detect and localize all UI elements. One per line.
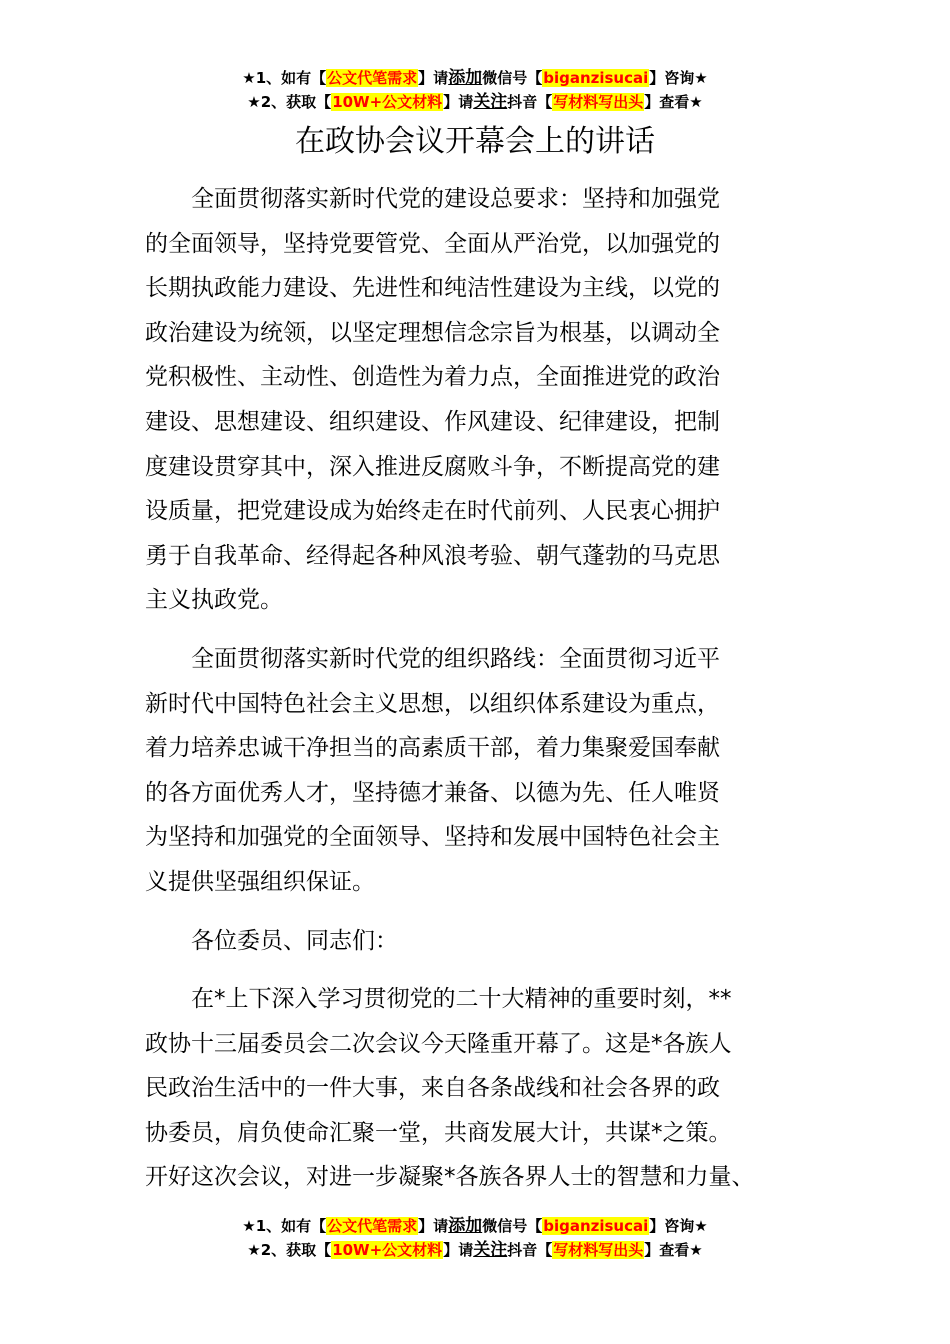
paragraph-line: 民政治生活中的一件大事，来自各条战线和社会各界的政	[145, 1075, 720, 1102]
promo-emphasis: 关注	[473, 92, 508, 112]
paragraph-line: 新时代中国特色社会主义思想，以组织体系建设为重点，	[145, 690, 720, 717]
promo-text: 微信号【	[482, 69, 543, 87]
body-paragraph	[145, 919, 810, 964]
promo-text: 】请	[418, 1217, 449, 1235]
promo-emphasis: 添加	[448, 68, 483, 88]
paragraph-line: 为坚持和加强党的全面领导、坚持和发展中国特色社会主	[145, 824, 720, 851]
promo-line-1	[0, 66, 950, 90]
promo-text: ★1、如有【	[242, 1217, 327, 1235]
footer-promo-banner	[0, 1214, 950, 1262]
promo-highlight: 10W+公文材料	[332, 1241, 443, 1259]
promo-line-2	[0, 1238, 950, 1262]
document-title: 在政协会议开幕会上的讲话	[295, 124, 655, 159]
promo-line-1	[0, 1214, 950, 1238]
promo-text: 】请	[443, 1241, 474, 1259]
promo-text: 】查看★	[644, 93, 703, 111]
promo-text: 】咨询★	[649, 1217, 708, 1235]
paragraph-line: 建设、思想建设、组织建设、作风建设、纪律建设，把制	[145, 408, 720, 435]
paragraph-line: 全面贯彻落实新时代党的建设总要求：坚持和加强党	[191, 186, 720, 212]
paragraph-line: 度建设贯穿其中，深入推进反腐败斗争，不断提高党的建	[145, 453, 720, 480]
promo-highlight: 公文代笔需求	[327, 69, 418, 87]
body-paragraph	[145, 637, 810, 905]
promo-highlight: 10W+公文材料	[332, 93, 443, 111]
promo-line-2	[0, 90, 950, 114]
promo-text: 】请	[443, 93, 474, 111]
promo-text: 抖音【	[507, 1241, 553, 1259]
promo-text: 】查看★	[644, 1241, 703, 1259]
promo-text: ★2、获取【	[247, 93, 332, 111]
promo-highlight: 公文代笔需求	[327, 1217, 418, 1235]
paragraph-line: 长期执政能力建设、先进性和纯洁性建设为主线，以党的	[145, 275, 720, 302]
document-body	[145, 177, 810, 1214]
promo-highlight-wechat-id: biganzisucai	[543, 1217, 649, 1235]
paragraph-line: 开好这次会议，对进一步凝聚*各族各界人士的智慧和力量、	[145, 1164, 755, 1191]
header-promo-banner	[0, 66, 950, 114]
paragraph-line: 协委员，肩负使命汇聚一堂，共商发展大计，共谋*之策。	[145, 1119, 732, 1146]
paragraph-line: 着力培养忠诚干净担当的高素质干部，着力集聚爱国奉献	[145, 735, 720, 762]
promo-text: 微信号【	[482, 1217, 543, 1235]
paragraph-line: 在*上下深入学习贯彻党的二十大精神的重要时刻，**	[191, 986, 732, 1013]
paragraph-line: 各位委员、同志们：	[191, 927, 398, 954]
paragraph-line: 全面贯彻落实新时代党的组织路线：全面贯彻习近平	[191, 645, 720, 672]
paragraph-line: 主义执政党。	[145, 587, 283, 614]
body-paragraph	[145, 977, 810, 1200]
promo-highlight-douyin: 写材料写出头	[553, 93, 644, 111]
paragraph-line: 政协十三届委员会二次会议今天隆重开幕了。这是*各族人	[145, 1030, 732, 1057]
promo-text: ★2、获取【	[247, 1241, 332, 1259]
paragraph-line: 义提供坚强组织保证。	[145, 868, 375, 895]
body-paragraph	[145, 177, 810, 623]
paragraph-line: 的各方面优秀人才，坚持德才兼备、以德为先、任人唯贤	[145, 779, 720, 806]
promo-emphasis: 关注	[473, 1240, 508, 1260]
promo-text: ★1、如有【	[242, 69, 327, 87]
paragraph-line: 党积极性、主动性、创造性为着力点，全面推进党的政治	[145, 364, 720, 391]
promo-text: 】请	[418, 69, 449, 87]
paragraph-line: 政治建设为统领，以坚定理想信念宗旨为根基，以调动全	[145, 319, 720, 346]
promo-text: 抖音【	[507, 93, 553, 111]
promo-text: 】咨询★	[649, 69, 708, 87]
promo-emphasis: 添加	[448, 1216, 483, 1236]
paragraph-line: 设质量，把党建设成为始终走在时代前列、人民衷心拥护	[145, 498, 720, 525]
promo-highlight-douyin: 写材料写出头	[553, 1241, 644, 1259]
promo-highlight-wechat-id: biganzisucai	[543, 69, 649, 87]
paragraph-line: 的全面领导，坚持党要管党、全面从严治党，以加强党的	[145, 230, 720, 257]
paragraph-line: 勇于自我革命、经得起各种风浪考验、朝气蓬勃的马克思	[145, 542, 720, 569]
